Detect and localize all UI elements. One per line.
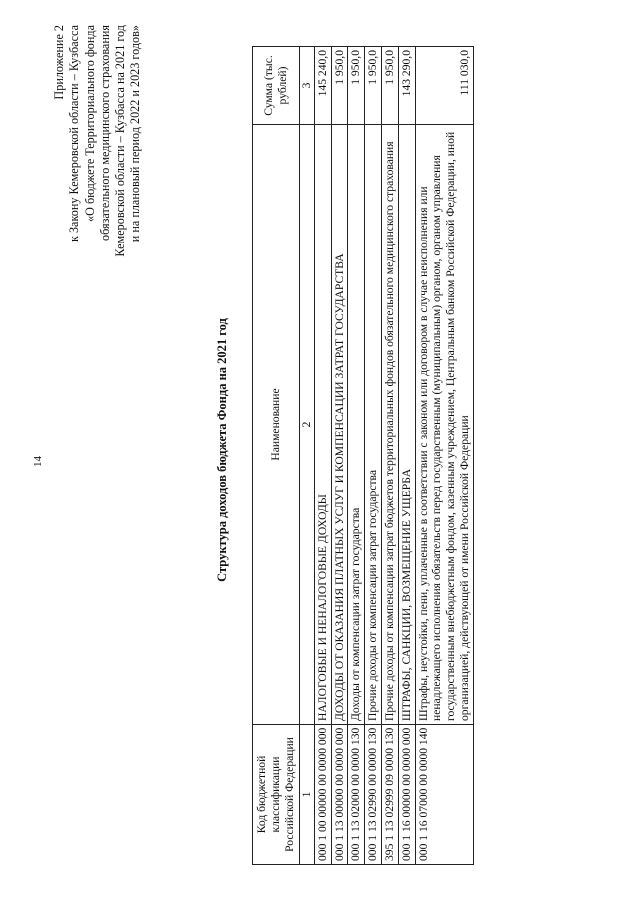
appendix-line: к Закону Кемеровской области – Кузбасса (67, 25, 82, 243)
row-code: 000 1 00 00000 00 0000 000 (314, 725, 331, 865)
table-row (381, 47, 398, 865)
row-code: 395 1 13 02999 09 0000 130 (381, 725, 398, 865)
row-name: Прочие доходы от компенсации затрат бюджетов территориальных фондов обязательного медицинского страхования (381, 125, 398, 725)
row-name: Прочие доходы от компенсации затрат государства (365, 125, 382, 725)
row-code: 000 1 13 02000 00 0000 130 (348, 725, 365, 865)
table-row (331, 47, 348, 865)
appendix-line: Кемеровской области – Кузбасса на 2021 год (113, 25, 128, 257)
appendix-block (52, 25, 144, 325)
header-sum: Сумма (тыс. рублей) (253, 47, 300, 125)
row-sum: 1 950,0 (365, 47, 382, 125)
row-sum: 111 030,0 (415, 47, 473, 125)
row-code: 000 1 16 07000 00 0000 140 (415, 725, 473, 865)
header-code: Код бюджетной классификации Российской Федерации (253, 725, 300, 865)
row-name: ДОХОДЫ ОТ ОКАЗАНИЯ ПЛАТНЫХ УСЛУГ И КОМПЕНСАЦИИ ЗАТРАТ ГОСУДАРСТВА (331, 125, 348, 725)
row-code: 000 1 13 02990 00 0000 130 (365, 725, 382, 865)
table-row (398, 47, 415, 865)
table-index-row (300, 47, 315, 865)
appendix-line: «О бюджете Территориального фонда (82, 25, 97, 222)
index-cell: 2 (300, 125, 315, 725)
row-sum: 145 240,0 (314, 47, 331, 125)
row-name: Доходы от компенсации затрат государства (348, 125, 365, 725)
table-row (314, 47, 331, 865)
row-name: Штрафы, неустойки, пени, уплаченные в соответствии с законом или договором в случае неисполнения или ненадлежащего исполнения обязательств перед государственным (муниципальным) органом, органом управления государственным внебюджетным фондом, казенным учреждением, Центральным банком Российской Федерации, иной организацией, действующей от имени Российской Федерации (415, 125, 473, 725)
header-name: Наименование (253, 125, 300, 725)
appendix-line: и на плановый период 2022 и 2023 годов» (128, 25, 143, 243)
appendix-line: обязательного медицинского страхования (97, 25, 112, 241)
row-sum: 1 950,0 (348, 47, 365, 125)
table-row (365, 47, 382, 865)
table-header-row (253, 47, 300, 865)
index-cell: 1 (300, 725, 315, 865)
row-sum: 1 950,0 (381, 47, 398, 125)
row-sum: 143 290,0 (398, 47, 415, 125)
page-number: 14 (32, 456, 44, 467)
row-name: НАЛОГОВЫЕ И НЕНАЛОГОВЫЕ ДОХОДЫ (314, 125, 331, 725)
index-cell: 3 (300, 47, 315, 125)
table-row (348, 47, 365, 865)
row-sum: 1 950,0 (331, 47, 348, 125)
row-code: 000 1 13 00000 00 0000 000 (331, 725, 348, 865)
row-code: 000 1 16 00000 00 0000 000 (398, 725, 415, 865)
revenue-table (252, 46, 474, 865)
document-title: Структура доходов бюджета Фонда на 2021 год (215, 318, 229, 582)
table-row (415, 47, 473, 865)
appendix-line: Приложение 2 (52, 25, 66, 100)
row-name: ШТРАФЫ, САНКЦИИ, ВОЗМЕЩЕНИЕ УЩЕРБА (398, 125, 415, 725)
